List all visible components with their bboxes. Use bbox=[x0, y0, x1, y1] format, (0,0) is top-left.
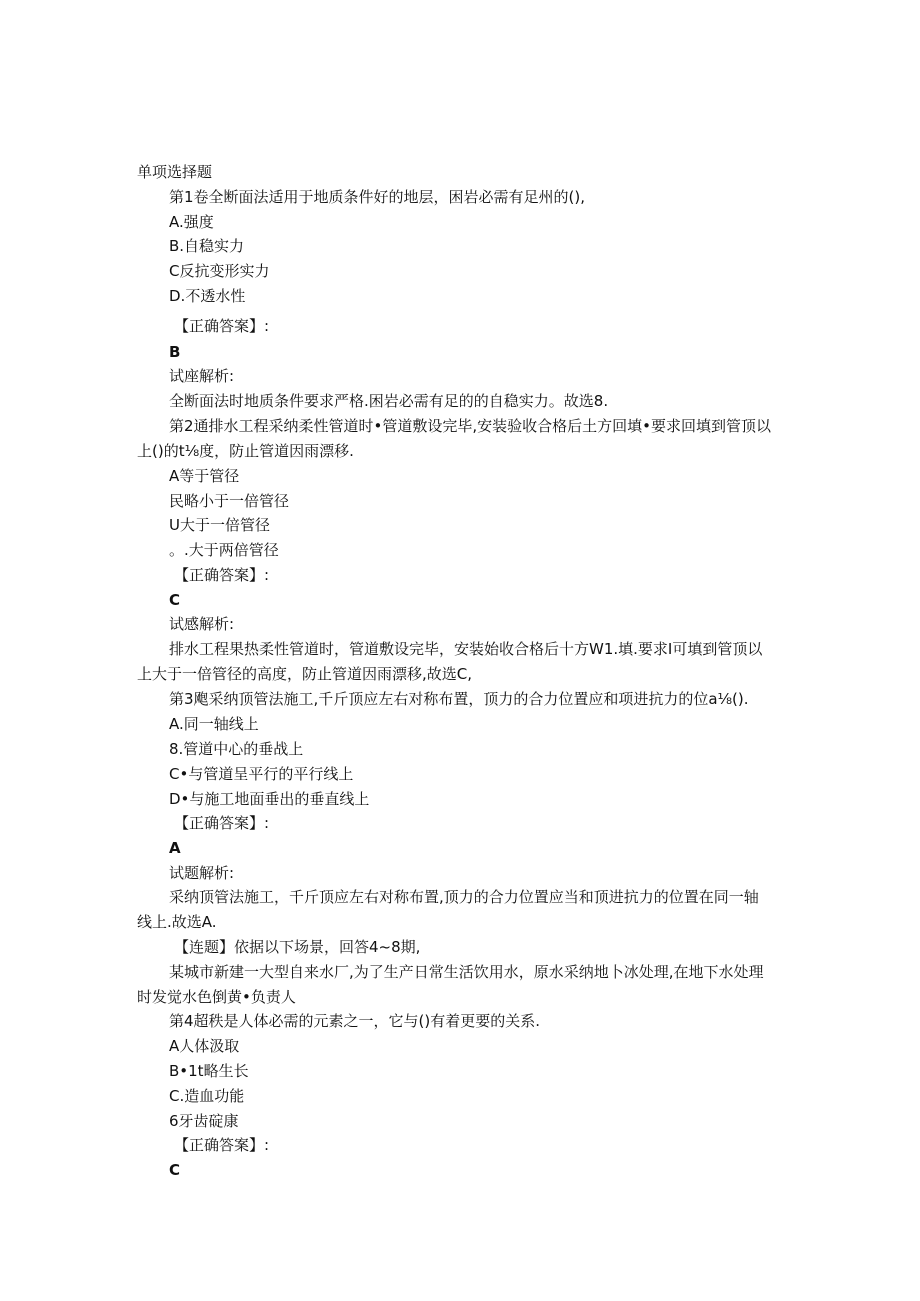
q1-answer: B bbox=[169, 343, 181, 361]
q2-option-c: U大于一倍管径 bbox=[169, 516, 270, 534]
q4-option-a: A人体汲取 bbox=[169, 1037, 240, 1055]
scenario-text-line1: 某城市新建一大型自来水厂,为了生产日常生活饮用水，原水采纳地卜冰处理,在地下水处理 bbox=[169, 963, 764, 981]
q3-option-b: 8.管道中心的垂战上 bbox=[169, 740, 304, 758]
q2-option-d: 。.大于两倍管径 bbox=[169, 541, 279, 559]
q3-option-d: D•与施工地面垂出的垂直线上 bbox=[169, 790, 370, 808]
q3-answer: A bbox=[169, 839, 181, 857]
q1-answer-label: 【正确答案】: bbox=[174, 317, 270, 335]
q1-analysis: 全断面法时地质条件要求严格.困岩必需有足的的自稳实力。故选8. bbox=[169, 392, 609, 410]
q1-analysis-label: 试座解析: bbox=[169, 367, 235, 385]
q3-option-c: C•与管道呈平行的平行线上 bbox=[169, 765, 354, 783]
q3-answer-label: 【正确答案】: bbox=[174, 814, 270, 832]
q2-option-b: 民略小于一倍管径 bbox=[169, 492, 290, 510]
q4-option-d: 6牙齿碇康 bbox=[169, 1112, 239, 1130]
q2-analysis-line1: 排水工程果热柔性管道时，管道敷设完毕，安装始收合格后十方W1.填.要求I可填到管顶以 bbox=[169, 640, 763, 658]
q2-stem-line1: 第2通排水工程采纳柔性管道时•管道敷设完毕,安装验收合格后土方回填•要求回填到管顶以 bbox=[169, 417, 772, 435]
q2-answer: C bbox=[169, 591, 181, 609]
q4-answer-label: 【正确答案】: bbox=[174, 1136, 270, 1154]
scenario-text-line2: 时发觉水色倒黄•负责人 bbox=[137, 988, 296, 1006]
q3-analysis-line1: 采纳顶管法施工，千斤顶应左右对称布置,顶力的合力位置应当和顶进抗力的位置在同一轴 bbox=[169, 888, 759, 906]
q3-analysis-label: 试题解析: bbox=[169, 864, 235, 882]
q2-stem-line2: 上()的t⅛度，防止管道因雨漂移. bbox=[137, 442, 354, 460]
q1-option-a: A.强度 bbox=[169, 213, 214, 231]
q2-analysis-line2: 上大于一倍管径的高度，防止管道因雨漂移,故选C, bbox=[137, 665, 473, 683]
q1-stem: 第1卷全断面法适用于地质条件好的地层，困岩必需有足州的(), bbox=[169, 188, 586, 206]
q3-stem: 第3飑采纳顶管法施工,千斤顶应左右对称布置，顶力的合力位置应和项进抗力的位a⅛(). bbox=[169, 690, 749, 708]
q1-option-d: D.不透水性 bbox=[169, 287, 246, 305]
q1-option-b: B.自稳实力 bbox=[169, 237, 245, 255]
q4-answer: C bbox=[169, 1161, 181, 1179]
q4-option-c: C.造血功能 bbox=[169, 1087, 245, 1105]
q2-answer-label: 【正确答案】: bbox=[174, 566, 270, 584]
q4-stem: 第4超秩是人体必需的元素之一，它与()有着更要的关系. bbox=[169, 1012, 541, 1030]
q4-option-b: B•1t略生长 bbox=[169, 1062, 249, 1080]
section-title: 单项选择题 bbox=[137, 163, 213, 181]
q3-analysis-line2: 线上.故选A. bbox=[137, 913, 217, 931]
q2-option-a: A等于管径 bbox=[169, 467, 240, 485]
q1-option-c: C反抗变形实力 bbox=[169, 262, 270, 280]
q2-analysis-label: 试感解析: bbox=[169, 615, 235, 633]
q3-option-a: A.同一轴线上 bbox=[169, 715, 259, 733]
scenario-intro: 【连题】依据以下场景，回答4~8期, bbox=[174, 938, 421, 956]
